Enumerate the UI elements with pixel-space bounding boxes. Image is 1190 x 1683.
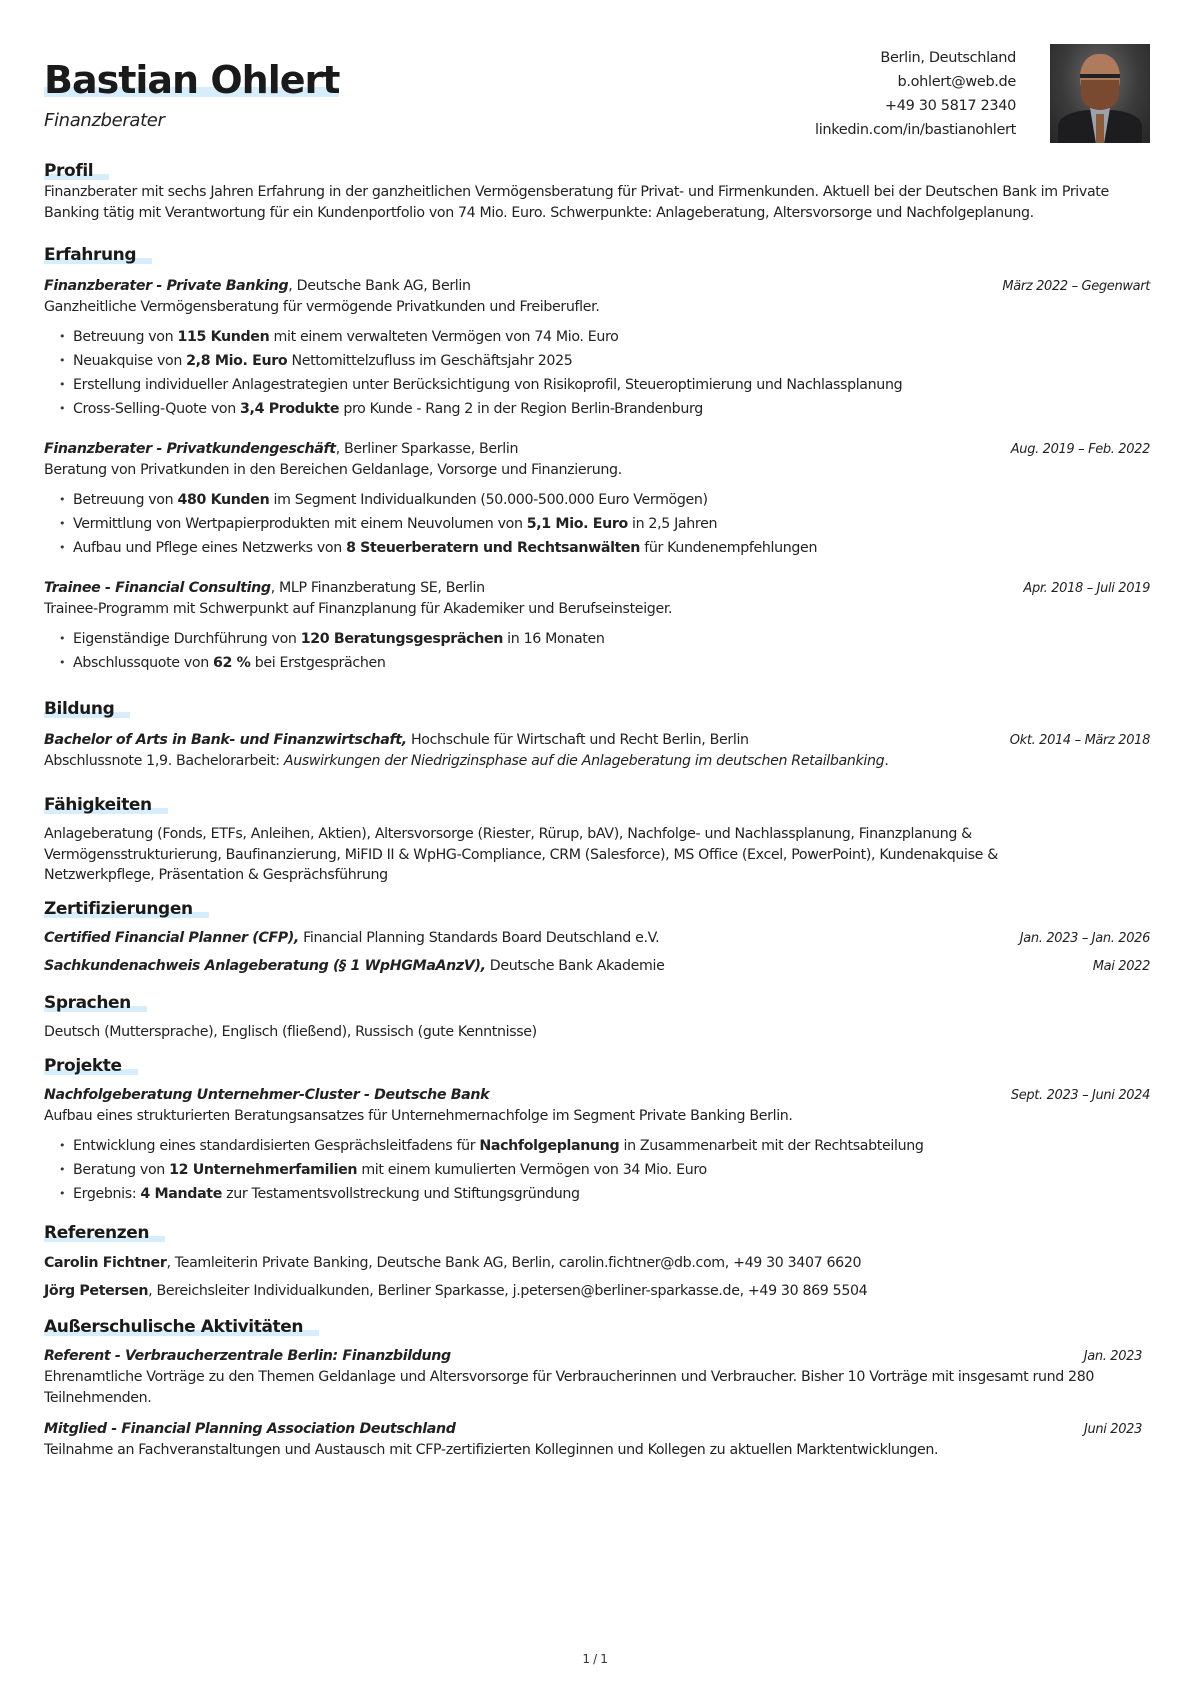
bullet-item: • Aufbau und Pflege eines Netzwerks von 8 Steuerberatern und Rechtsanwälten für Kundenempfehlungen <box>59 536 1150 560</box>
section-profil <box>44 160 1150 224</box>
entry-date: Apr. 2018 – Juli 2019 <box>1023 581 1150 596</box>
section-heading-zertifizierungen: Zertifizierungen <box>44 899 193 919</box>
entry-description: Ganzheitliche Vermögensberatung für vermögende Privatkunden und Freiberufler. <box>44 298 600 315</box>
activity-description: Teilnahme an Fachveranstaltungen und Austausch mit CFP-zertifizierten Kolleginnen und Kollegen zu aktuellen Marktentwicklungen. <box>44 1441 939 1458</box>
languages-text: Deutsch (Muttersprache), Englisch (fließend), Russisch (gute Kenntnisse) <box>44 1024 537 1040</box>
contact-phone: +49 30 5817 2340 <box>884 98 1016 114</box>
entry-role: Finanzberater - Private Banking <box>44 278 289 294</box>
page-indicator: 1 / 1 <box>582 1652 608 1666</box>
project-title: Nachfolgeberatung Unternehmer-Cluster - Deutsche Bank <box>44 1087 490 1103</box>
section-erfahrung <box>44 244 1150 266</box>
profil-text: Finanzberater mit sechs Jahren Erfahrung in der ganzheitlichen Vermögensberatung für Privat- und Firmenkunden. Aktuell bei der Deutschen Bank im Private Banking tätig mit Verantwortung für ein Kundenportfolio von 74 Mio. Euro. Schwerpunkte: Anlageberatung, Altersvorsorge und Nachfolgeplanung. <box>44 184 1109 221</box>
entry-org: , Deutsche Bank AG, Berlin <box>288 278 471 294</box>
reference-item: Jörg Petersen, Bereichsleiter Individualkunden, Berliner Sparkasse, j.petersen@berliner-sparkasse.de, +49 30 869 5504 <box>44 1282 868 1299</box>
contact-linkedin[interactable]: linkedin.com/in/bastianohlert <box>815 122 1016 138</box>
activity-description: Ehrenamtliche Vorträge zu den Themen Geldanlage und Altersvorsorge für Verbraucherinnen und Verbraucher. Bisher 10 Vorträge mit insgesamt rund 280 Teilnehmenden. <box>44 1368 1095 1406</box>
section-heading-referenzen: Referenzen <box>44 1223 150 1243</box>
project-description: Aufbau eines strukturierten Beratungsansatzes für Unternehmernachfolge im Segment Private Banking Berlin. <box>44 1107 793 1124</box>
bullet-item: • Eigenständige Durchführung von 120 Beratungsgesprächen in 16 Monaten <box>59 627 1150 651</box>
reference-item: Carolin Fichtner, Teamleiterin Private Banking, Deutsche Bank AG, Berlin, carolin.fichtner@db.com, +49 30 3407 6620 <box>44 1255 862 1271</box>
degree-title: Bachelor of Arts in Bank- und Finanzwirtschaft, <box>44 732 407 748</box>
contact-email[interactable]: b.ohlert@web.de <box>897 74 1016 90</box>
bullet-item: • Neuakquise von 2,8 Mio. Euro Nettomittelzufluss im Geschäftsjahr 2025 <box>59 349 1150 373</box>
school-name: Hochschule für Wirtschaft und Recht Berlin, Berlin <box>406 732 749 748</box>
section-heading-projekte: Projekte <box>44 1056 122 1076</box>
project-date: Sept. 2023 – Juni 2024 <box>1010 1088 1150 1103</box>
section-bildung <box>44 698 1150 771</box>
section-heading-bildung: Bildung <box>44 699 115 719</box>
section-projekte <box>44 1055 1150 1206</box>
bullet-item: • Betreuung von 115 Kunden mit einem verwalteten Vermögen von 74 Mio. Euro <box>59 325 1150 349</box>
entry-description: Trainee-Programm mit Schwerpunkt auf Finanzplanung für Akademiker und Berufseinsteiger. <box>44 600 673 617</box>
entry-org: , MLP Finanzberatung SE, Berlin <box>270 580 485 596</box>
resume-header <box>44 0 1150 150</box>
entry-date: März 2022 – Gegenwart <box>1002 279 1150 294</box>
photo-glasses-shape <box>1080 74 1120 78</box>
bullet-item: • Erstellung individueller Anlagestrategien unter Berücksichtigung von Risikoprofil, Steueroptimierung und Nachlassplanung <box>59 373 1150 397</box>
bullet-item: • Vermittlung von Wertpapierprodukten mit einem Neuvolumen von 5,1 Mio. Euro in 2,5 Jahren <box>59 512 1150 536</box>
entry-role: Trainee - Financial Consulting <box>44 580 271 596</box>
candidate-name: Bastian Ohlert <box>44 58 340 102</box>
section-zertifizierungen <box>44 898 1150 977</box>
experience-entry <box>44 439 1150 560</box>
activity-item-head: Mitglied - Financial Planning Association Deutschland Juni 2023 <box>44 1420 1142 1437</box>
resume-page <box>44 0 1150 1458</box>
bullet-item: • Betreuung von 480 Kunden im Segment Individualkunden (50.000-500.000 Euro Vermögen) <box>59 488 1150 512</box>
section-heading-faehigkeiten: Fähigkeiten <box>44 795 152 815</box>
section-heading-erfahrung: Erfahrung <box>44 245 137 265</box>
profile-photo <box>1050 44 1150 143</box>
contact-block <box>815 46 1016 142</box>
entry-org: , Berliner Sparkasse, Berlin <box>335 441 519 457</box>
experience-entry <box>44 276 1150 421</box>
candidate-title: Finanzberater <box>44 110 165 131</box>
skills-text: Anlageberatung (Fonds, ETFs, Anleihen, Aktien), Altersvorsorge (Riester, Rürup, bAV), Nachfolge- und Nachlassplanung, Finanzplanung & Vermögensstrukturierung, Baufinanzierung, MiFID II & WpHG-Compliance, CRM (Salesforce), MS Office (Excel, PowerPoint), Kundenakquise & Netzwerkpflege, Präsentation & Gesprächsführung <box>44 826 998 883</box>
bullet-item: • Entwicklung eines standardisierten Gesprächsleitfadens für Nachfolgeplanung in Zusammenarbeit mit der Rechtsabteilung <box>59 1134 1150 1158</box>
entry-role: Finanzberater - Privatkundengeschäft <box>44 441 336 457</box>
photo-beard-shape <box>1081 80 1119 110</box>
bullet-item: • Ergebnis: 4 Mandate zur Testamentsvollstreckung und Stiftungsgründung <box>59 1182 1150 1206</box>
section-aktivitaeten <box>44 1316 1150 1460</box>
education-date: Okt. 2014 – März 2018 <box>1009 733 1150 748</box>
section-referenzen <box>44 1222 1150 1301</box>
certification-item: Certified Financial Planner (CFP), Financial Planning Standards Board Deutschland e.V. Jan. 2023 – Jan. 2026 <box>44 930 1150 946</box>
project-bullets <box>44 1134 1150 1206</box>
entry-bullets <box>44 325 1150 421</box>
experience-entry <box>44 578 1150 675</box>
bullet-item: • Beratung von 12 Unternehmerfamilien mit einem kumulierten Vermögen von 34 Mio. Euro <box>59 1158 1150 1182</box>
photo-tie-shape <box>1096 114 1104 143</box>
section-heading-sprachen: Sprachen <box>44 993 131 1013</box>
entry-description: Beratung von Privatkunden in den Bereichen Geldanlage, Vorsorge und Finanzierung. <box>44 461 622 478</box>
entry-bullets <box>44 488 1150 560</box>
bullet-item: • Abschlussquote von 62 % bei Erstgesprächen <box>59 651 1150 675</box>
section-heading-aktivitaeten: Außerschulische Aktivitäten <box>44 1317 304 1337</box>
section-faehigkeiten <box>44 794 1150 886</box>
entry-date: Aug. 2019 – Feb. 2022 <box>1010 442 1150 457</box>
certification-item: Sachkundenachweis Anlageberatung (§ 1 WpHGMaAnzV), Deutsche Bank Akademie Mai 2022 <box>44 957 1150 974</box>
section-heading-profil: Profil <box>44 161 94 181</box>
entry-bullets <box>44 627 1150 675</box>
contact-location: Berlin, Deutschland <box>880 50 1016 66</box>
section-sprachen <box>44 992 1150 1043</box>
activity-item-head: Referent - Verbraucherzentrale Berlin: Finanzbildung Jan. 2023 <box>44 1348 1142 1364</box>
bullet-item: • Cross-Selling-Quote von 3,4 Produkte pro Kunde - Rang 2 in der Region Berlin-Brandenburg <box>59 397 1150 421</box>
education-description: Abschlussnote 1,9. Bachelorarbeit: Auswirkungen der Niedrigzinsphase auf die Anlageberatung im deutschen Retailbanking. <box>44 752 889 769</box>
